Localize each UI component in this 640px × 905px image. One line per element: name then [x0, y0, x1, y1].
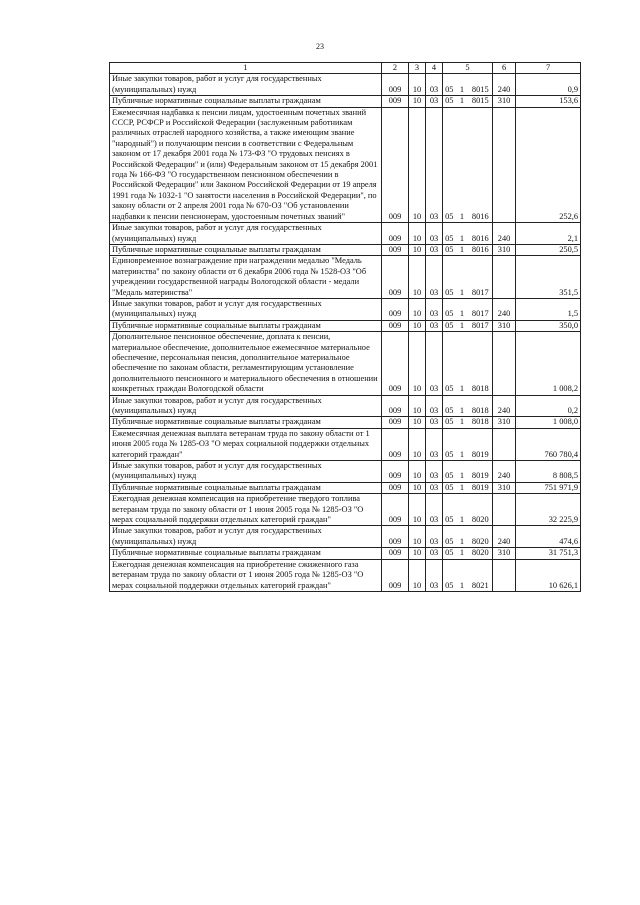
table-row: [110, 320, 581, 331]
table-row: [110, 244, 581, 255]
measure-code-cell: 8020: [469, 548, 493, 559]
page-number: 23: [316, 42, 324, 51]
measure-code-cell: 8015: [469, 74, 493, 96]
subprogram-code-cell: 1: [456, 223, 469, 245]
measure-code-cell: 8015: [469, 96, 493, 107]
table-row: [110, 298, 581, 320]
measure-code-cell: 8017: [469, 298, 493, 320]
subsection-cell: 03: [426, 548, 443, 559]
subsection-cell: 03: [426, 482, 443, 493]
budget-code-cell: 009: [382, 428, 409, 460]
budget-code-cell: 009: [382, 320, 409, 331]
header-cell: 6: [493, 63, 516, 74]
budget-code-cell: 009: [382, 559, 409, 591]
subprogram-code-cell: 1: [456, 256, 469, 299]
subprogram-code-cell: 1: [456, 320, 469, 331]
measure-code-cell: 8017: [469, 256, 493, 299]
program-code-cell: 05: [443, 526, 456, 548]
subprogram-code-cell: 1: [456, 332, 469, 395]
measure-code-cell: 8019: [469, 428, 493, 460]
amount-cell: 8 808,5: [516, 461, 581, 483]
program-code-cell: 05: [443, 482, 456, 493]
budget-code-cell: 009: [382, 482, 409, 493]
program-code-cell: 05: [443, 223, 456, 245]
section-cell: 10: [409, 494, 426, 526]
program-code-cell: 05: [443, 244, 456, 255]
table-row: [110, 548, 581, 559]
table-row: [110, 461, 581, 483]
table-row: [110, 494, 581, 526]
section-cell: 10: [409, 395, 426, 417]
budget-code-cell: 009: [382, 461, 409, 483]
row-name: Иные закупки товаров, работ и услуг для государственных (муниципальных) нужд: [110, 461, 382, 483]
measure-code-cell: 8018: [469, 417, 493, 428]
measure-code-cell: 8018: [469, 395, 493, 417]
amount-cell: 1 008,0: [516, 417, 581, 428]
section-cell: 10: [409, 320, 426, 331]
expense-type-cell: 240: [493, 395, 516, 417]
budget-code-cell: 009: [382, 417, 409, 428]
subprogram-code-cell: 1: [456, 395, 469, 417]
header-cell: 5: [443, 63, 493, 74]
table-row: [110, 223, 581, 245]
row-name: Иные закупки товаров, работ и услуг для государственных (муниципальных) нужд: [110, 526, 382, 548]
section-cell: 10: [409, 332, 426, 395]
expense-type-cell: 240: [493, 461, 516, 483]
measure-code-cell: 8020: [469, 526, 493, 548]
table-row: [110, 332, 581, 395]
expense-type-cell: [493, 332, 516, 395]
budget-code-cell: 009: [382, 548, 409, 559]
row-name: Ежегодная денежная компенсация на приобретение твердого топлива ветеранам труда по закону области от 1 июня 2005 года № 1285-ОЗ "О мерах социальной поддержки отдельных категорий граждан": [110, 494, 382, 526]
section-cell: 10: [409, 298, 426, 320]
budget-table: [109, 62, 581, 592]
subsection-cell: 03: [426, 461, 443, 483]
amount-cell: 32 225,9: [516, 494, 581, 526]
program-code-cell: 05: [443, 74, 456, 96]
expense-type-cell: [493, 256, 516, 299]
amount-cell: 351,5: [516, 256, 581, 299]
budget-code-cell: 009: [382, 107, 409, 222]
measure-code-cell: 8016: [469, 107, 493, 222]
program-code-cell: 05: [443, 320, 456, 331]
budget-code-cell: 009: [382, 494, 409, 526]
header-row: [110, 63, 581, 74]
expense-type-cell: 310: [493, 320, 516, 331]
program-code-cell: 05: [443, 417, 456, 428]
amount-cell: 474,6: [516, 526, 581, 548]
table-row: [110, 417, 581, 428]
expense-type-cell: 240: [493, 298, 516, 320]
amount-cell: 751 971,9: [516, 482, 581, 493]
subsection-cell: 03: [426, 526, 443, 548]
subprogram-code-cell: 1: [456, 461, 469, 483]
subsection-cell: 03: [426, 256, 443, 299]
subsection-cell: 03: [426, 428, 443, 460]
row-name: Ежемесячная денежная выплата ветеранам труда по закону области от 1 июня 2005 года № 1285-ОЗ "О мерах социальной поддержки отдельных категорий граждан": [110, 428, 382, 460]
table-row: [110, 526, 581, 548]
header-cell: 3: [409, 63, 426, 74]
section-cell: 10: [409, 461, 426, 483]
measure-code-cell: 8016: [469, 223, 493, 245]
measure-code-cell: 8020: [469, 494, 493, 526]
expense-type-cell: 310: [493, 417, 516, 428]
row-name: Публичные нормативные социальные выплаты гражданам: [110, 482, 382, 493]
section-cell: 10: [409, 107, 426, 222]
subsection-cell: 03: [426, 320, 443, 331]
measure-code-cell: 8017: [469, 320, 493, 331]
amount-cell: 250,5: [516, 244, 581, 255]
expense-type-cell: 240: [493, 74, 516, 96]
table-row: [110, 107, 581, 222]
section-cell: 10: [409, 428, 426, 460]
section-cell: 10: [409, 256, 426, 299]
amount-cell: 153,6: [516, 96, 581, 107]
budget-code-cell: 009: [382, 526, 409, 548]
subprogram-code-cell: 1: [456, 244, 469, 255]
budget-code-cell: 009: [382, 223, 409, 245]
program-code-cell: 05: [443, 96, 456, 107]
row-name: Публичные нормативные социальные выплаты гражданам: [110, 244, 382, 255]
program-code-cell: 05: [443, 494, 456, 526]
row-name: Ежемесячная надбавка к пенсии лицам, удостоенным почетных званий СССР, РСФСР и Российской Федерации (заслуженным работникам различных отраслей народного хозяйства, а также имеющим звание "народный") и получающим пенсии в соответствии с Федеральным законом от 17 декабря 2001 года № 173-ФЗ "О трудовых пенсиях в Российской Федерации" и (или) Федеральным законом от 15 декабря 2001 года № 166-ФЗ "О государственном пенсионном обеспечении в Российской Федерации" или Законом Российской Федерации от 19 апреля 1991 года № 1032-1 "О занятости населения в Российской Федерации", по закону области от 2 апреля 2001 года № 670-ОЗ "Об установлении надбавки к пенсии пенсионерам, удостоенным почетных званий": [110, 107, 382, 222]
subsection-cell: 03: [426, 332, 443, 395]
expense-type-cell: [493, 428, 516, 460]
table-row: [110, 482, 581, 493]
table-row: [110, 74, 581, 96]
subsection-cell: 03: [426, 298, 443, 320]
program-code-cell: 05: [443, 298, 456, 320]
expense-type-cell: [493, 107, 516, 222]
amount-cell: 2,1: [516, 223, 581, 245]
subprogram-code-cell: 1: [456, 494, 469, 526]
amount-cell: 10 626,1: [516, 559, 581, 591]
row-name: Ежегодная денежная компенсация на приобретение сжиженного газа ветеранам труда по закону области от 1 июня 2005 года № 1285-ОЗ "О мерах социальной поддержки отдельных категорий граждан": [110, 559, 382, 591]
program-code-cell: 05: [443, 428, 456, 460]
section-cell: 10: [409, 244, 426, 255]
section-cell: 10: [409, 96, 426, 107]
amount-cell: 0,2: [516, 395, 581, 417]
table-row: [110, 428, 581, 460]
program-code-cell: 05: [443, 332, 456, 395]
budget-code-cell: 009: [382, 395, 409, 417]
expense-type-cell: 310: [493, 244, 516, 255]
amount-cell: 350,0: [516, 320, 581, 331]
amount-cell: 31 751,3: [516, 548, 581, 559]
budget-code-cell: 009: [382, 74, 409, 96]
row-name: Иные закупки товаров, работ и услуг для государственных (муниципальных) нужд: [110, 298, 382, 320]
section-cell: 10: [409, 482, 426, 493]
expense-type-cell: [493, 494, 516, 526]
expense-type-cell: 240: [493, 223, 516, 245]
header-cell: 1: [110, 63, 382, 74]
amount-cell: 252,6: [516, 107, 581, 222]
measure-code-cell: 8019: [469, 482, 493, 493]
table-row: [110, 256, 581, 299]
header-cell: 7: [516, 63, 581, 74]
subsection-cell: 03: [426, 74, 443, 96]
section-cell: 10: [409, 559, 426, 591]
section-cell: 10: [409, 548, 426, 559]
program-code-cell: 05: [443, 461, 456, 483]
program-code-cell: 05: [443, 107, 456, 222]
header-cell: 2: [382, 63, 409, 74]
table-row: [110, 395, 581, 417]
subsection-cell: 03: [426, 494, 443, 526]
subsection-cell: 03: [426, 107, 443, 222]
subsection-cell: 03: [426, 96, 443, 107]
subprogram-code-cell: 1: [456, 417, 469, 428]
budget-code-cell: 009: [382, 332, 409, 395]
measure-code-cell: 8016: [469, 244, 493, 255]
budget-code-cell: 009: [382, 244, 409, 255]
row-name: Иные закупки товаров, работ и услуг для государственных (муниципальных) нужд: [110, 395, 382, 417]
subprogram-code-cell: 1: [456, 107, 469, 222]
row-name: Единовременное вознаграждение при награждении медалью "Медаль материнства" по закону области от 6 декабря 2006 года № 1528-ОЗ "Об учреждении государственной награды Вологодской области - медали "Медаль материнства": [110, 256, 382, 299]
measure-code-cell: 8018: [469, 332, 493, 395]
table-row: [110, 96, 581, 107]
row-name: Дополнительное пенсионное обеспечение, доплата к пенсии, материальное обеспечение, дополнительное ежемесячное материальное обеспечение, персональная пенсия, дополнительное материальное обеспечение по законам области, регламентирующим установление дополнительного пенсионного и материального обеспечения в отношении конкретных граждан Вологодской области: [110, 332, 382, 395]
expense-type-cell: 310: [493, 96, 516, 107]
subprogram-code-cell: 1: [456, 96, 469, 107]
section-cell: 10: [409, 223, 426, 245]
subsection-cell: 03: [426, 559, 443, 591]
subprogram-code-cell: 1: [456, 74, 469, 96]
budget-code-cell: 009: [382, 96, 409, 107]
program-code-cell: 05: [443, 548, 456, 559]
program-code-cell: 05: [443, 559, 456, 591]
row-name: Иные закупки товаров, работ и услуг для государственных (муниципальных) нужд: [110, 223, 382, 245]
measure-code-cell: 8019: [469, 461, 493, 483]
subsection-cell: 03: [426, 223, 443, 245]
table-row: [110, 559, 581, 591]
program-code-cell: 05: [443, 395, 456, 417]
section-cell: 10: [409, 417, 426, 428]
subprogram-code-cell: 1: [456, 298, 469, 320]
section-cell: 10: [409, 74, 426, 96]
subsection-cell: 03: [426, 417, 443, 428]
amount-cell: 1 008,2: [516, 332, 581, 395]
budget-code-cell: 009: [382, 298, 409, 320]
row-name: Публичные нормативные социальные выплаты гражданам: [110, 96, 382, 107]
amount-cell: 1,5: [516, 298, 581, 320]
program-code-cell: 05: [443, 256, 456, 299]
measure-code-cell: 8021: [469, 559, 493, 591]
row-name: Публичные нормативные социальные выплаты гражданам: [110, 417, 382, 428]
subprogram-code-cell: 1: [456, 559, 469, 591]
amount-cell: 760 780,4: [516, 428, 581, 460]
header-cell: 4: [426, 63, 443, 74]
subsection-cell: 03: [426, 395, 443, 417]
expense-type-cell: 240: [493, 526, 516, 548]
subsection-cell: 03: [426, 244, 443, 255]
row-name: Иные закупки товаров, работ и услуг для государственных (муниципальных) нужд: [110, 74, 382, 96]
subprogram-code-cell: 1: [456, 428, 469, 460]
subprogram-code-cell: 1: [456, 548, 469, 559]
row-name: Публичные нормативные социальные выплаты гражданам: [110, 320, 382, 331]
expense-type-cell: 310: [493, 482, 516, 493]
expense-type-cell: [493, 559, 516, 591]
amount-cell: 0,9: [516, 74, 581, 96]
subprogram-code-cell: 1: [456, 526, 469, 548]
subprogram-code-cell: 1: [456, 482, 469, 493]
row-name: Публичные нормативные социальные выплаты гражданам: [110, 548, 382, 559]
budget-code-cell: 009: [382, 256, 409, 299]
section-cell: 10: [409, 526, 426, 548]
expense-type-cell: 310: [493, 548, 516, 559]
